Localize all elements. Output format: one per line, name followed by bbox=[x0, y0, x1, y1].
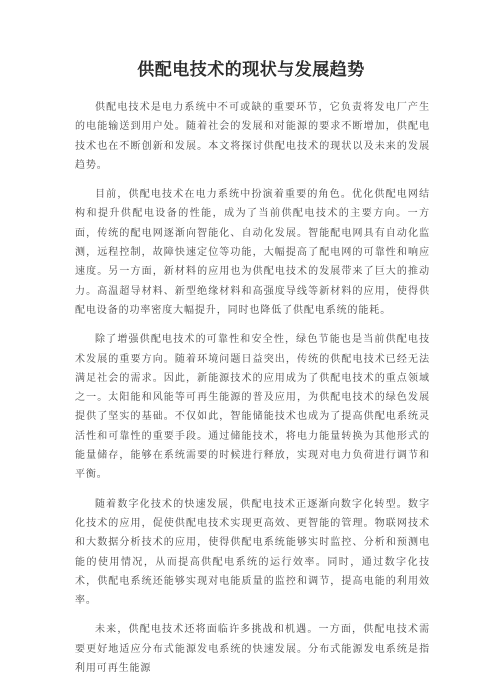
paragraph-4: 随着数字化技术的快速发展，供配电技术正逐渐向数字化转型。数字化技术的应用，促使供配电技术实现更高效、更智能的管理。物联网技术和大数据分析技术的应用，使得供配电系统能够实时监控、分析和预测电能的使用情况，从而提高供配电系统的运行效率。同时，通过数字化技术，供配电系统还能够实现对电能质量的监控和调节，提高电能的利用效率。 bbox=[75, 498, 430, 607]
paragraph-2: 目前，供配电技术在电力系统中扮演着重要的角色。优化供配电网结构和提升供配电设备的性能，成为了当前供配电技术的主要方向。一方面，传统的配电网逐渐向智能化、自动化发展。智能配电网具有自动化监测，远程控制，故障快速定位等功能，大幅提高了配电网的可靠性和响应速度。另一方面，新材料的应用也为供配电技术的发展带来了巨大的推动力。高温超导材料、新型绝缘材料和高强度导线等新材料的应用，使得供配电设备的功率密度大幅提升，同时也降低了供配电系统的能耗。 bbox=[75, 189, 430, 316]
document-title: 供配电技术的现状与发展趋势 bbox=[137, 60, 365, 80]
paragraph-1: 供配电技术是电力系统中不可或缺的重要环节，它负责将发电厂产生的电能输送到用户处。随着社会的发展和对能源的要求不断增加，供配电技术也在不断创新和发展。本文将探讨供配电技术的现状以及未来的发展趋势。 bbox=[75, 102, 430, 171]
paragraph-3: 除了增强供配电技术的可靠性和安全性，绿色节能也是当前供配电技术发展的重要方向。随着环境问题日益突出，传统的供配电技术已经无法满足社会的需求。因此，新能源技术的应用成为了供配电技术的重点领域之一。太阳能和风能等可再生能源的普及应用，为供配电技术的绿色发展提供了坚实的基础。不仅如此，智能储能技术也成为了提高供配电系统灵活性和可靠性的重要手段。通过储能技术，将电力能量转换为其他形式的能量储存，能够在系统需要的时候进行释放，实现对电力负荷进行调节和平衡。 bbox=[75, 334, 430, 481]
paragraph-5: 未来，供配电技术还将面临许多挑战和机遇。一方面，供配电技术需要更好地适应分布式能源发电系统的快速发展。分布式能源发电系统是指利用可再生能源 bbox=[75, 624, 430, 675]
document-body bbox=[75, 98, 430, 688]
